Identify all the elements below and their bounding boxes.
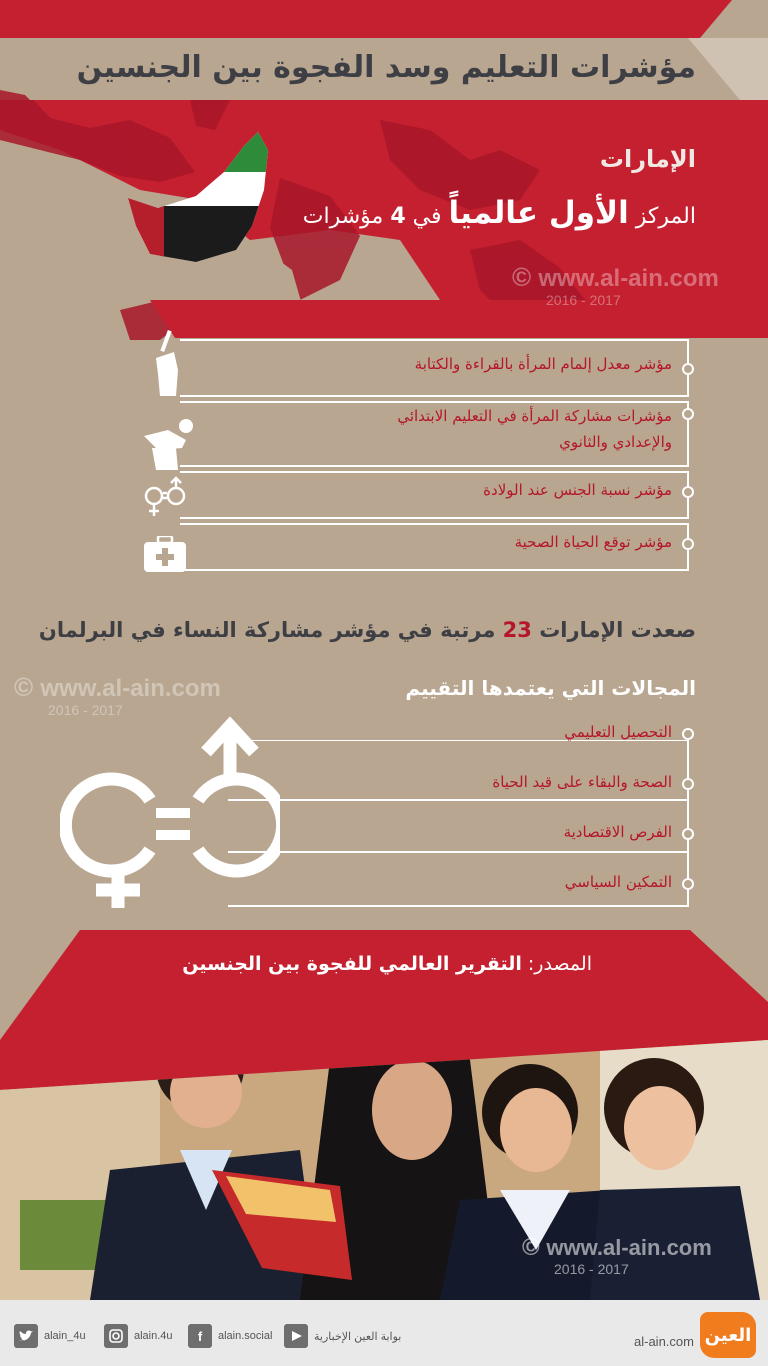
- watermark-text: www.al-ain.com: [546, 1235, 712, 1260]
- facebook-icon: f: [188, 1324, 212, 1348]
- criteria-title: المجالات التي يعتمدها التقييم: [405, 676, 696, 700]
- watermark-years: 2016 - 2017: [554, 1261, 629, 1277]
- rank-count: 4: [390, 204, 406, 229]
- watermark-years: 2016 - 2017: [546, 292, 621, 308]
- twitter-link[interactable]: [14, 1324, 86, 1348]
- parliament-number: 23: [502, 618, 532, 642]
- gender-equality-icon: [60, 716, 280, 916]
- facebook-handle: alain.social: [218, 1330, 273, 1342]
- indicator-education-line1: مؤشرات مشاركة المرأة في التعليم الابتدائي: [397, 407, 672, 425]
- rank-in: في: [412, 204, 442, 229]
- instagram-handle: alain.4u: [134, 1330, 173, 1342]
- parliament-statement: [39, 618, 696, 642]
- youtube-link[interactable]: [284, 1324, 401, 1348]
- instagram-icon: [104, 1324, 128, 1348]
- indicator-literacy: مؤشر معدل إلمام المرأة بالقراءة والكتابة: [414, 355, 672, 373]
- watermark-text: www.al-ain.com: [538, 265, 719, 292]
- watermark: © www.al-ain.com 2016 - 2017: [14, 672, 221, 718]
- logo-text: العين: [704, 1324, 752, 1346]
- rank-suffix: مؤشرات: [302, 204, 384, 229]
- graduation-icon: [138, 418, 196, 470]
- twitter-icon: [14, 1324, 38, 1348]
- instagram-link[interactable]: [104, 1324, 173, 1348]
- facebook-link[interactable]: [188, 1324, 272, 1348]
- criteria-economic: الفرص الاقتصادية: [563, 823, 672, 841]
- watermark: © www.al-ain.com 2016 - 2017: [522, 1234, 712, 1277]
- rank-prefix: المركز: [635, 204, 696, 229]
- gender-ratio-icon: [140, 476, 190, 518]
- parliament-suffix: مرتبة في مؤشر مشاركة النساء في البرلمان: [38, 618, 496, 642]
- indicator-bullet: [682, 408, 694, 420]
- source-value: التقرير العالمي للفجوة بين الجنسين: [182, 953, 522, 975]
- indicator-bullet: [682, 538, 694, 550]
- watermark-years: 2016 - 2017: [48, 702, 123, 718]
- indicator-bullet: [682, 363, 694, 375]
- twitter-handle: alain_4u: [44, 1330, 86, 1342]
- indicator-bullet: [682, 486, 694, 498]
- indicator-sex-ratio: مؤشر نسبة الجنس عند الولادة: [483, 481, 672, 499]
- indicator-education-line2: والإعدادي والثانوي: [559, 433, 672, 451]
- hand-writing-icon: [150, 330, 186, 396]
- parliament-prefix: صعدت الإمارات: [539, 618, 696, 642]
- youtube-handle: بوابة العين الإخبارية: [314, 1330, 402, 1343]
- rank-highlight: الأول عالمياً: [448, 195, 629, 231]
- country-name: الإمارات: [599, 145, 696, 173]
- criteria-political: التمكين السياسي: [564, 873, 672, 891]
- rank-statement: [303, 195, 696, 231]
- watermark: © www.al-ain.com 2016 - 2017: [512, 262, 719, 308]
- criteria-bullet: [682, 878, 694, 890]
- watermark-text: www.al-ain.com: [40, 675, 221, 702]
- source-label: المصدر:: [527, 953, 592, 975]
- site-url[interactable]: al-ain.com: [634, 1334, 694, 1349]
- criteria-education: التحصيل التعليمي: [564, 723, 672, 741]
- alain-logo[interactable]: [700, 1312, 756, 1358]
- indicator-healthy-life: مؤشر توقع الحياة الصحية: [514, 533, 672, 551]
- criteria-bullet: [682, 728, 694, 740]
- youtube-icon: [284, 1324, 308, 1348]
- medical-kit-icon: [144, 536, 186, 572]
- criteria-bullet: [682, 778, 694, 790]
- source-line: [182, 953, 592, 975]
- criteria-bullet: [682, 828, 694, 840]
- criteria-health: الصحة والبقاء على قيد الحياة: [492, 773, 672, 791]
- page-title: مؤشرات التعليم وسد الفجوة بين الجنسين: [76, 50, 696, 85]
